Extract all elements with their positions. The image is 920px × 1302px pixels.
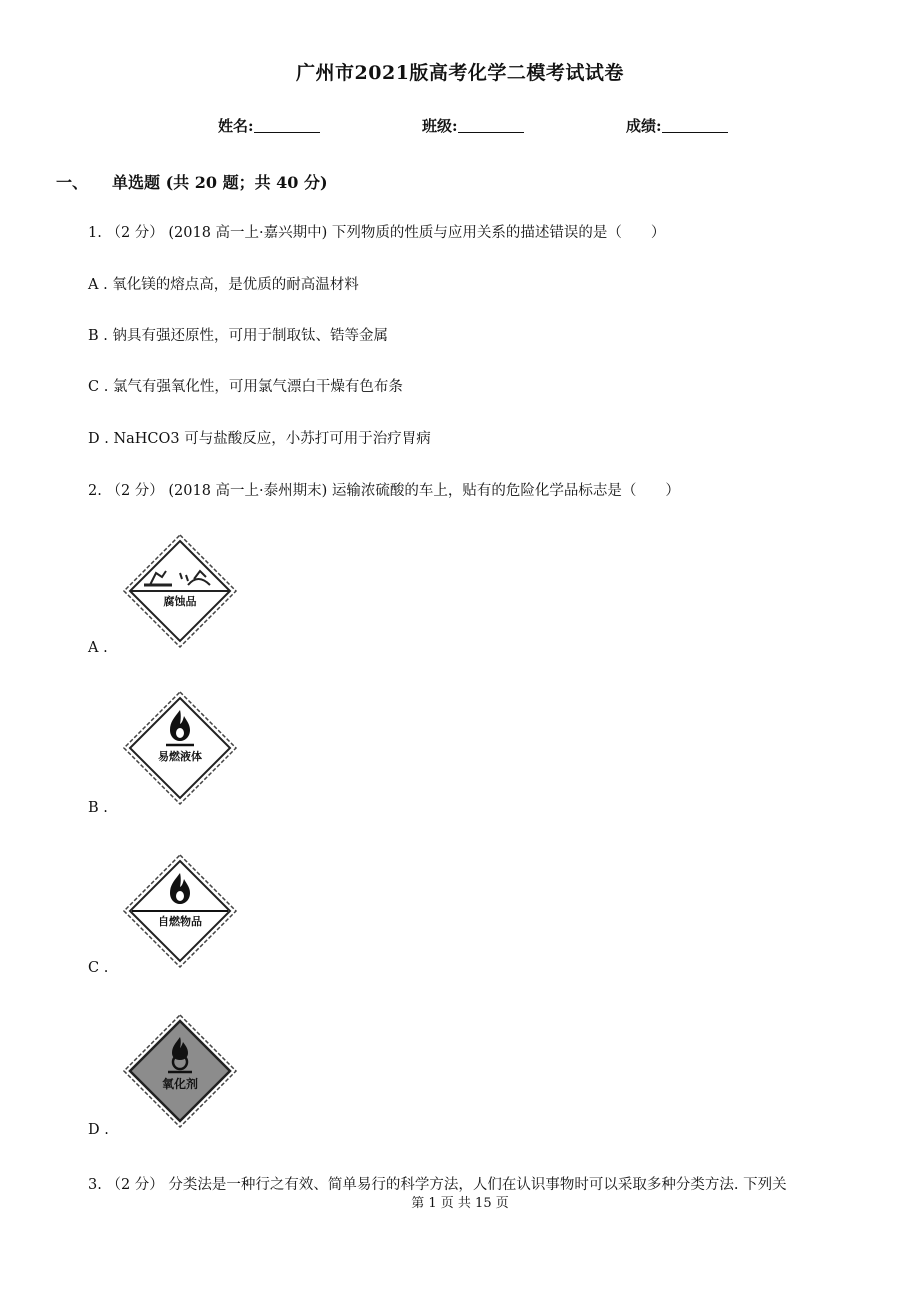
section-heading xyxy=(56,170,328,193)
question-1-stem: 1. （2 分） (2018 高一上·嘉兴期中) 下列物质的性质与应用关系的描述错误的是（ ） xyxy=(88,225,666,241)
q2-sign-b-label: 易燃液体 xyxy=(158,750,202,763)
page-footer: 第 1 页 共 15 页 xyxy=(411,1196,509,1211)
q2-option-d-letter[interactable]: D . xyxy=(88,1122,109,1138)
name-field[interactable] xyxy=(218,115,320,136)
q2-sign-b[interactable] xyxy=(122,690,238,806)
q1-option-c[interactable]: C . 氯气有强氧化性，可用氯气漂白干燥有色布条 xyxy=(88,379,403,395)
q1-option-d[interactable]: D . NaHCO3 可与盐酸反应，小苏打可用于治疗胃病 xyxy=(88,431,431,447)
class-label: 班级: xyxy=(422,117,458,135)
name-blank[interactable] xyxy=(254,118,320,133)
name-label: 姓名: xyxy=(218,117,254,135)
q2-option-a-letter[interactable]: A . xyxy=(88,640,108,656)
q2-sign-c[interactable] xyxy=(122,853,238,969)
score-label: 成绩: xyxy=(626,117,662,135)
q2-sign-a-label: 腐蚀品 xyxy=(163,595,197,608)
q2-sign-d-label: 氧化剂 xyxy=(161,1077,199,1091)
q2-option-b-letter[interactable]: B . xyxy=(88,800,108,816)
q2-sign-d[interactable] xyxy=(122,1013,238,1129)
q2-sign-c-label: 自燃物品 xyxy=(158,915,202,928)
score-field[interactable] xyxy=(626,115,728,136)
score-blank[interactable] xyxy=(662,118,728,133)
q1-option-b[interactable]: B . 钠具有强还原性，可用于制取钛、锆等金属 xyxy=(88,328,388,344)
q2-option-c-letter[interactable]: C . xyxy=(88,960,109,976)
section-title-text: 单选题 (共 20 题；共 40 分) xyxy=(112,173,328,192)
question-2-stem: 2. （2 分） (2018 高一上·泰州期末) 运输浓硫酸的车上，贴有的危险化学品标志是（ ） xyxy=(88,483,680,499)
class-blank[interactable] xyxy=(458,118,524,133)
q2-sign-a[interactable] xyxy=(122,533,238,649)
question-3-stem: 3. （2 分） 分类法是一种行之有效、简单易行的科学方法，人们在认识事物时可以采取多种分类方法. 下列关 xyxy=(88,1177,787,1193)
section-index: 一、 xyxy=(56,173,89,192)
q1-option-a[interactable]: A . 氧化镁的熔点高，是优质的耐高温材料 xyxy=(88,277,359,293)
class-field[interactable] xyxy=(422,115,524,136)
page-title: 广州市2021版高考化学二模考试试卷 xyxy=(296,62,624,84)
